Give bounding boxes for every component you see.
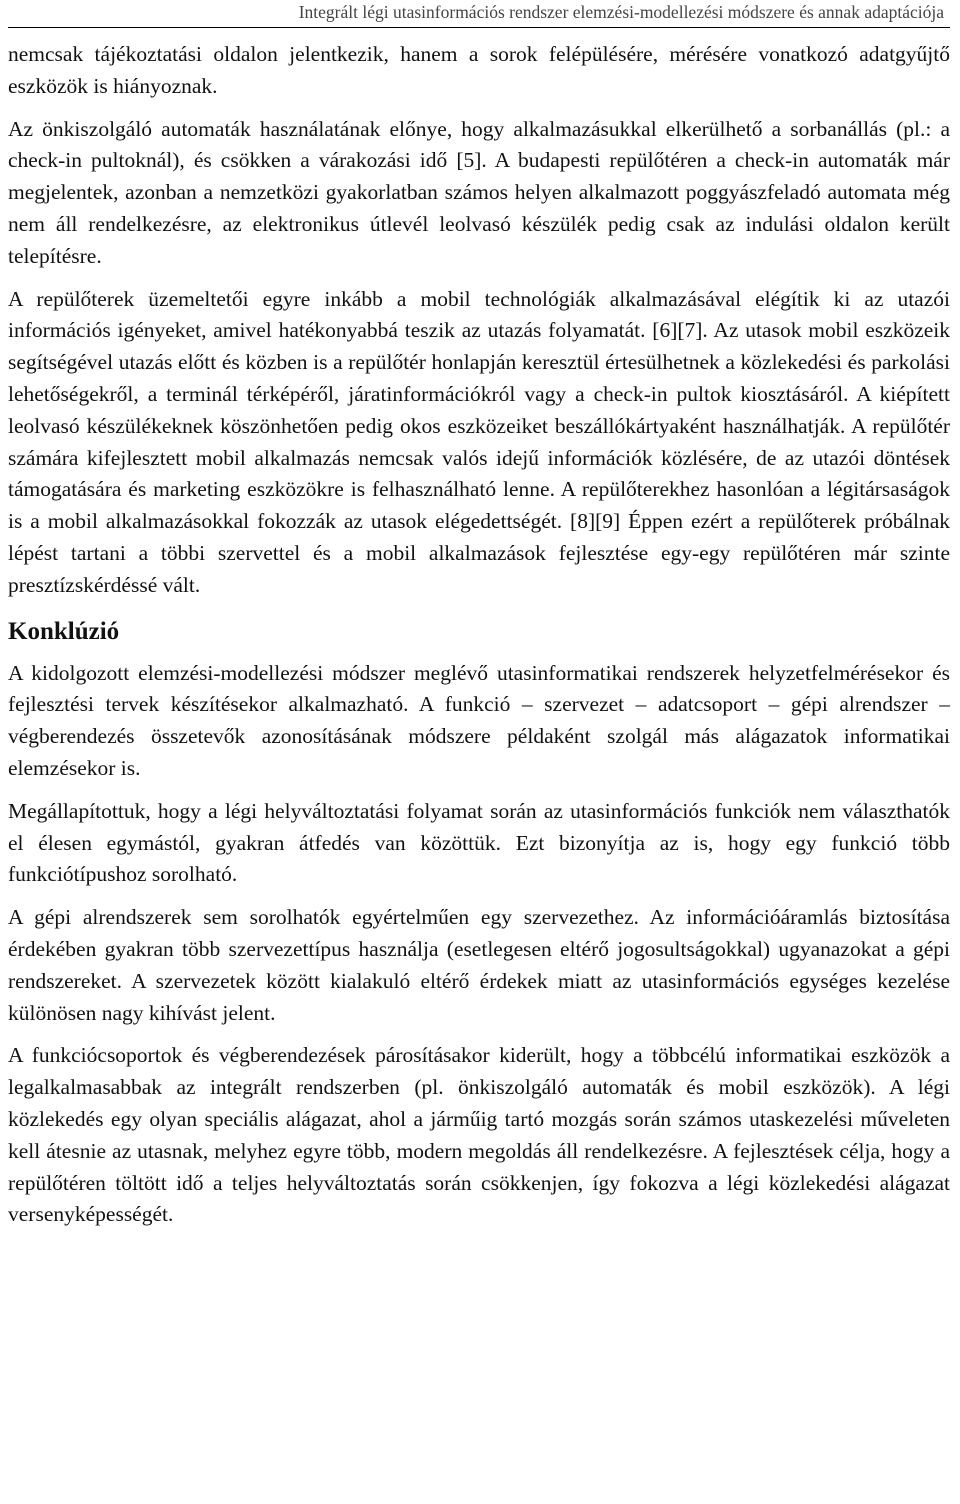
paragraph-mobile-technologies: A repülőterek üzemeltetői egyre inkább a mobil technológiák alkalmazásával elégítik ki az utazói információs igényeket, amivel hatékonyabbá teszik az utazás folyamatát. [6][7]. Az utasok mobil eszközeik segítségével utazás előtt és közben is a repülőtér honlapján keresztül értesülhetnek a közlekedési és parkolási lehetőségekről, a terminál térképéről, járatinformációkról vagy a check-in pultok kiosztásáról. A kiépített leolvasó készülékeknek köszönhetően pedig okos eszközeiket beszállókártyaként használhatják. A repülőtér számára kifejlesztett mobil alkalmazás nemcsak valós idejű információk közlésére, de az utazói döntések támogatására és marketing eszközökre is felhasználható lenne. A repülőterekhez hasonlóan a légitársaságok is a mobil alkalmazásokkal fokozzák az utasok elégedettségét. [8][9] Éppen ezért a repülőterek próbálnak lépést tartani a többi szervettel és a mobil alkalmazások fejlesztése egy-egy repülőtéren már szinte presztízskérdéssé vált. [8,286,950,597]
paragraph-functions-overlap: Megállapítottuk, hogy a légi helyváltoztatási folyamat során az utasinformációs funkciók nem választhatók el élesen egymástól, gyakran átfedés van közöttük. Ezt bizonyítja az is, hogy egy funkció több funkciótípushoz sorolható. [8,798,950,887]
paragraph-machine-subsystems: A gépi alrendszerek sem sorolhatók egyértelműen egy szervezethez. Az információáramlás biztosítása érdekében gyakran több szervezettípus használja (esetlegesen eltérő jogosultságokkal) ugyanazokat a gépi rendszereket. A szervezetek között kialakuló eltérő érdekek miatt az utasinformációs egységes kezelése különösen nagy kihívást jelent. [8,905,950,1025]
paragraph-method-applicability: A kidolgozott elemzési-modellezési módszer meglévő utasinformatikai rendszerek helyzetfelmérésekor és fejlesztési tervek készítésekor alkalmazható. A funkció – szervezet – adatcsoport – gépi alrendszer – végberendezés összetevők azonosításának módszere példaként szolgál más alágazatok informatikai elemzésekor is. [8,660,950,780]
running-header: Integrált légi utasinformációs rendszer elemzési-modellezési módszere és annak adaptációja [8,0,950,28]
paragraph-multipurpose-devices: A funkciócsoportok és végberendezések párosításakor kiderült, hogy a többcélú informatikai eszközök a legalkalmasabbak az integrált rendszerben (pl. önkiszolgáló automaták és mobil eszközök). A légi közlekedés egy olyan speciális alágazat, ahol a járműig tartó mozgás során számos utaskezelési műveleten kell átesnie az utasnak, melyhez egyre több, modern megoldás áll rendelkezésre. A fejlesztések célja, hogy a repülőtéren töltött idő a teljes helyváltoztatás során csökkenjen, így fokozva a légi közlekedési alágazat versenyképességét. [8,1043,950,1227]
section-heading-conclusion: Konklúzió [8,617,120,645]
paragraph-self-service-kiosks: Az önkiszolgáló automaták használatának előnye, hogy alkalmazásukkal elkerülhető a sorbanállás (pl.: a check-in pultoknál), és csökken a várakozási idő [5]. A budapesti repülőtéren a check-in automaták már megjelentek, azonban a nemzetközi gyakorlatban számos helyen alkalmazott poggyászfeladó automata még nem áll rendelkezésre, az elektronikus útlevél leolvasó készülék pedig csak az indulási oldalon került telepítésre. [8,116,950,268]
paragraph-queue-data: nemcsak tájékoztatási oldalon jelentkezik, hanem a sorok felépülésére, mérésére vonatkozó adatgyűjtő eszközök is hiányoznak. [8,42,950,98]
